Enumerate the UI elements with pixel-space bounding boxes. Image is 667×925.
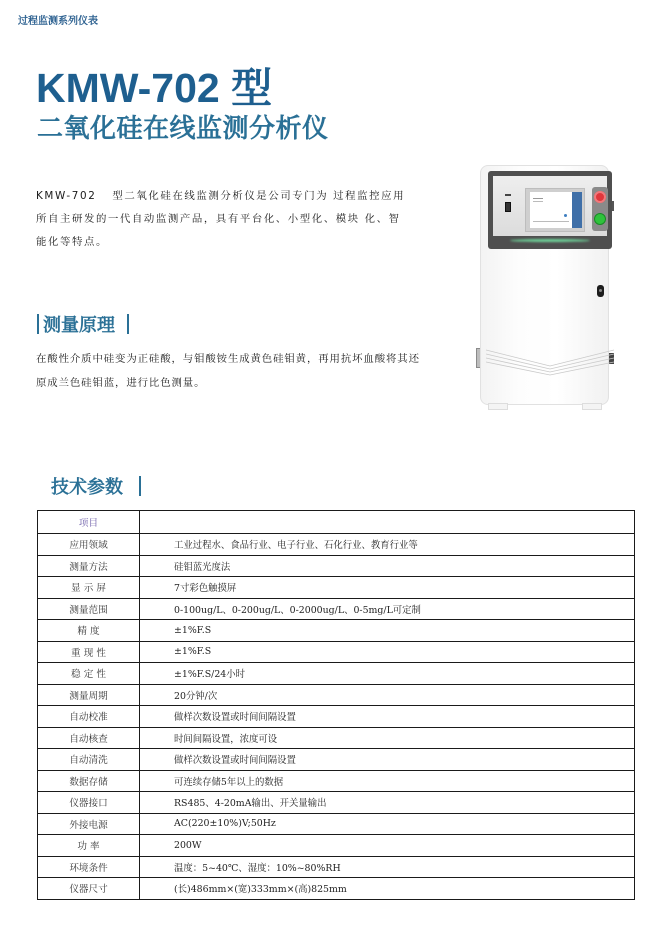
- row-value: RS485、4-20mA输出、开关量输出: [140, 792, 635, 814]
- table-row: [38, 749, 635, 771]
- header-value: [140, 511, 635, 534]
- table-row: [38, 835, 635, 857]
- row-value: 200W: [140, 835, 635, 857]
- row-value: ±1%F.S: [140, 620, 635, 642]
- table-row: [38, 663, 635, 685]
- table-row: [38, 641, 635, 663]
- row-key: 仪器尺寸: [38, 878, 140, 900]
- table-row: [38, 813, 635, 835]
- table-header-row: [38, 511, 635, 534]
- row-value: (长)486mm×(宽)333mm×(高)825mm: [140, 878, 635, 900]
- row-value: 7寸彩色触摸屏: [140, 577, 635, 599]
- power-switch-icon: [505, 202, 511, 212]
- row-key: 稳 定 性: [38, 663, 140, 685]
- table-row: [38, 856, 635, 878]
- row-key: 应用领域: [38, 534, 140, 556]
- heading-bar-right: [127, 314, 129, 334]
- cabinet-foot: [488, 403, 508, 410]
- header-key: 项目: [38, 511, 140, 534]
- row-value: 可连续存储5年以上的数据: [140, 770, 635, 792]
- intro-text: 型二氧化硅在线监测分析仪是公司专门为 过程监控应用所自主研发的一代自动监测产品，具有平台化、小型化、模块 化、智能化等特点。: [36, 190, 406, 248]
- row-key: 显 示 屏: [38, 577, 140, 599]
- table-row: [38, 684, 635, 706]
- principle-paragraph: 在酸性介质中硅变为正硅酸，与钼酸铵生成黄色硅钼黄，再用抗坏血酸将其还原成兰色硅钼蓝，进行比色测量。: [36, 353, 420, 389]
- row-value: ±1%F.S: [140, 641, 635, 663]
- table-row: [38, 878, 635, 900]
- row-key: 自动清洗: [38, 749, 140, 771]
- series-label: 过程监测系列仪表: [18, 16, 98, 27]
- row-value: ±1%F.S/24小时: [140, 663, 635, 685]
- row-value: 硅钼蓝光度法: [140, 555, 635, 577]
- row-key: 环境条件: [38, 856, 140, 878]
- intro-model-ref: KMW-702: [36, 190, 97, 202]
- row-key: 仪器接口: [38, 792, 140, 814]
- heading-bar-right: [139, 476, 141, 496]
- row-key: 自动核查: [38, 727, 140, 749]
- row-key: 测量方法: [38, 555, 140, 577]
- table-row: [38, 577, 635, 599]
- params-heading: [51, 476, 141, 500]
- params-heading-text: 技术参数: [51, 477, 123, 498]
- row-value: 工业过程水、食品行业、电子行业、石化行业、教育行业等: [140, 534, 635, 556]
- cabinet-body: [480, 165, 609, 405]
- emergency-stop-icon: [594, 191, 606, 203]
- table-row: [38, 792, 635, 814]
- heading-bar-left: [37, 314, 39, 334]
- row-key: 测量范围: [38, 598, 140, 620]
- spec-table: [37, 510, 635, 900]
- door-lock-icon: [597, 285, 604, 297]
- table-row: [38, 770, 635, 792]
- row-value: 做样次数设置或时间间隔设置: [140, 749, 635, 771]
- table-row: [38, 727, 635, 749]
- start-button-icon: [594, 213, 606, 225]
- table-row: [38, 598, 635, 620]
- row-value: AC(220±10%)V;50Hz: [140, 813, 635, 835]
- control-panel: [488, 171, 612, 249]
- vent-lines-icon: [486, 348, 614, 376]
- row-key: 重 现 性: [38, 641, 140, 663]
- model-title: KMW-702 型: [36, 65, 273, 111]
- intro-paragraph: [36, 185, 412, 254]
- row-value: 20分钟/次: [140, 684, 635, 706]
- row-key: 功 率: [38, 835, 140, 857]
- row-value: 做样次数设置或时间间隔设置: [140, 706, 635, 728]
- table-row: [38, 534, 635, 556]
- principle-heading-text: 测量原理: [43, 315, 115, 336]
- product-image: [476, 163, 616, 411]
- row-value: 温度：5~40℃、湿度：10%~80%RH: [140, 856, 635, 878]
- principle-heading: [37, 314, 129, 338]
- cabinet-foot: [582, 403, 602, 410]
- table-row: [38, 555, 635, 577]
- row-value: 时间间隔设置，浓度可设: [140, 727, 635, 749]
- row-key: 精 度: [38, 620, 140, 642]
- table-row: [38, 706, 635, 728]
- table-row: [38, 620, 635, 642]
- row-key: 数据存储: [38, 770, 140, 792]
- row-value: 0-100ug/L、0-200ug/L、0-2000ug/L、0-5mg/L可定制: [140, 598, 635, 620]
- row-key: 测量周期: [38, 684, 140, 706]
- row-key: 外接电源: [38, 813, 140, 835]
- touchscreen-icon: [525, 188, 585, 232]
- product-name: 二氧化硅在线监测分析仪: [37, 114, 329, 144]
- row-key: 自动校准: [38, 706, 140, 728]
